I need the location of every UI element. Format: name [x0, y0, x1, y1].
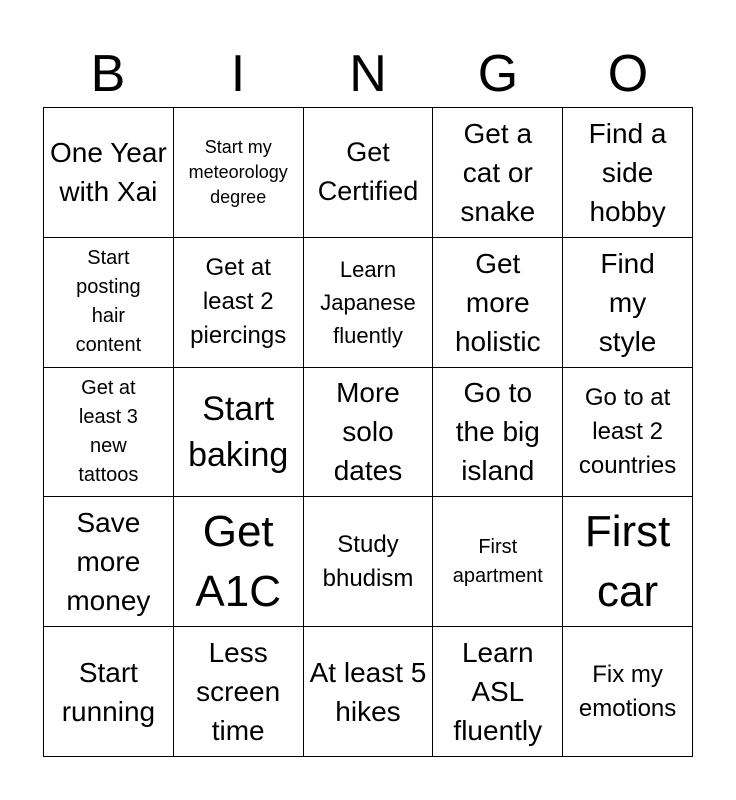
cell-text: Get a cat or snake — [460, 117, 536, 227]
bingo-cell-r5-c5[interactable] — [563, 627, 693, 757]
cell-text: Fix my emotions — [578, 660, 677, 722]
bingo-cell-r4-c4[interactable] — [433, 497, 563, 627]
cell-text: Study bhudism — [322, 530, 414, 592]
cell-text: Find my style — [598, 247, 657, 357]
bingo-cell-r3-c2[interactable] — [174, 368, 304, 498]
cell-text: Less screen time — [196, 637, 281, 747]
header-letter-b: B — [90, 45, 126, 103]
bingo-cell-r2-c5[interactable] — [563, 238, 693, 368]
bingo-cell-r4-c2[interactable] — [174, 497, 304, 627]
bingo-cell-r2-c3[interactable] — [304, 238, 434, 368]
bingo-cell-r1-c2[interactable] — [174, 108, 304, 238]
cell-text: Get A1C — [195, 506, 281, 616]
cell-text: Start posting hair content — [75, 247, 142, 357]
bingo-cell-r2-c1[interactable] — [44, 238, 174, 368]
cell-text: Find a side hobby — [588, 117, 667, 227]
cell-text: First car — [584, 506, 671, 616]
cell-text: Get more holistic — [454, 247, 541, 357]
cell-text: Start my meteorology degree — [188, 136, 288, 207]
cell-text: Get at least 2 piercings — [190, 254, 287, 350]
bingo-cell-r4-c3[interactable] — [304, 497, 434, 627]
bingo-cell-r3-c4[interactable] — [433, 368, 563, 498]
header-letter-g: G — [477, 45, 519, 103]
bingo-cell-r1-c5[interactable] — [563, 108, 693, 238]
bingo-cell-r4-c1[interactable] — [44, 497, 174, 627]
cell-text: At least 5 hikes — [309, 656, 427, 727]
cell-text: One Year with Xai — [50, 137, 167, 208]
bingo-cell-r2-c2[interactable] — [174, 238, 304, 368]
bingo-cell-r5-c3[interactable] — [304, 627, 434, 757]
cell-text: More solo dates — [333, 377, 403, 487]
bingo-header — [43, 42, 693, 106]
cell-text: Start baking — [188, 389, 289, 474]
cell-text: Start running — [61, 656, 156, 727]
cell-text: Save more money — [66, 507, 151, 617]
cell-text: First apartment — [452, 535, 543, 587]
cell-text: Learn Japanese fluently — [320, 256, 416, 348]
cell-text: Get Certified — [317, 137, 419, 207]
bingo-cell-r5-c2[interactable] — [174, 627, 304, 757]
bingo-cell-r3-c1[interactable] — [44, 368, 174, 498]
bingo-cell-r3-c5[interactable] — [563, 368, 693, 498]
bingo-cell-r3-c3[interactable] — [304, 368, 434, 498]
header-letter-i: I — [230, 45, 246, 103]
bingo-cell-r2-c4[interactable] — [433, 238, 563, 368]
bingo-cell-r1-c3[interactable] — [304, 108, 434, 238]
bingo-cell-r1-c1[interactable] — [44, 108, 174, 238]
bingo-cell-r1-c4[interactable] — [433, 108, 563, 238]
bingo-cell-r4-c5[interactable] — [563, 497, 693, 627]
bingo-cell-r5-c1[interactable] — [44, 627, 174, 757]
cell-text: Go to at least 2 countries — [578, 383, 677, 479]
cell-text: Go to the big island — [455, 377, 540, 487]
cell-text: Learn ASL fluently — [453, 637, 543, 747]
header-letter-o: O — [607, 45, 649, 103]
bingo-cell-r5-c4[interactable] — [433, 627, 563, 757]
bingo-grid — [43, 107, 693, 757]
header-letter-n: N — [349, 45, 387, 103]
cell-text: Get at least 3 new tattoos — [78, 376, 139, 486]
